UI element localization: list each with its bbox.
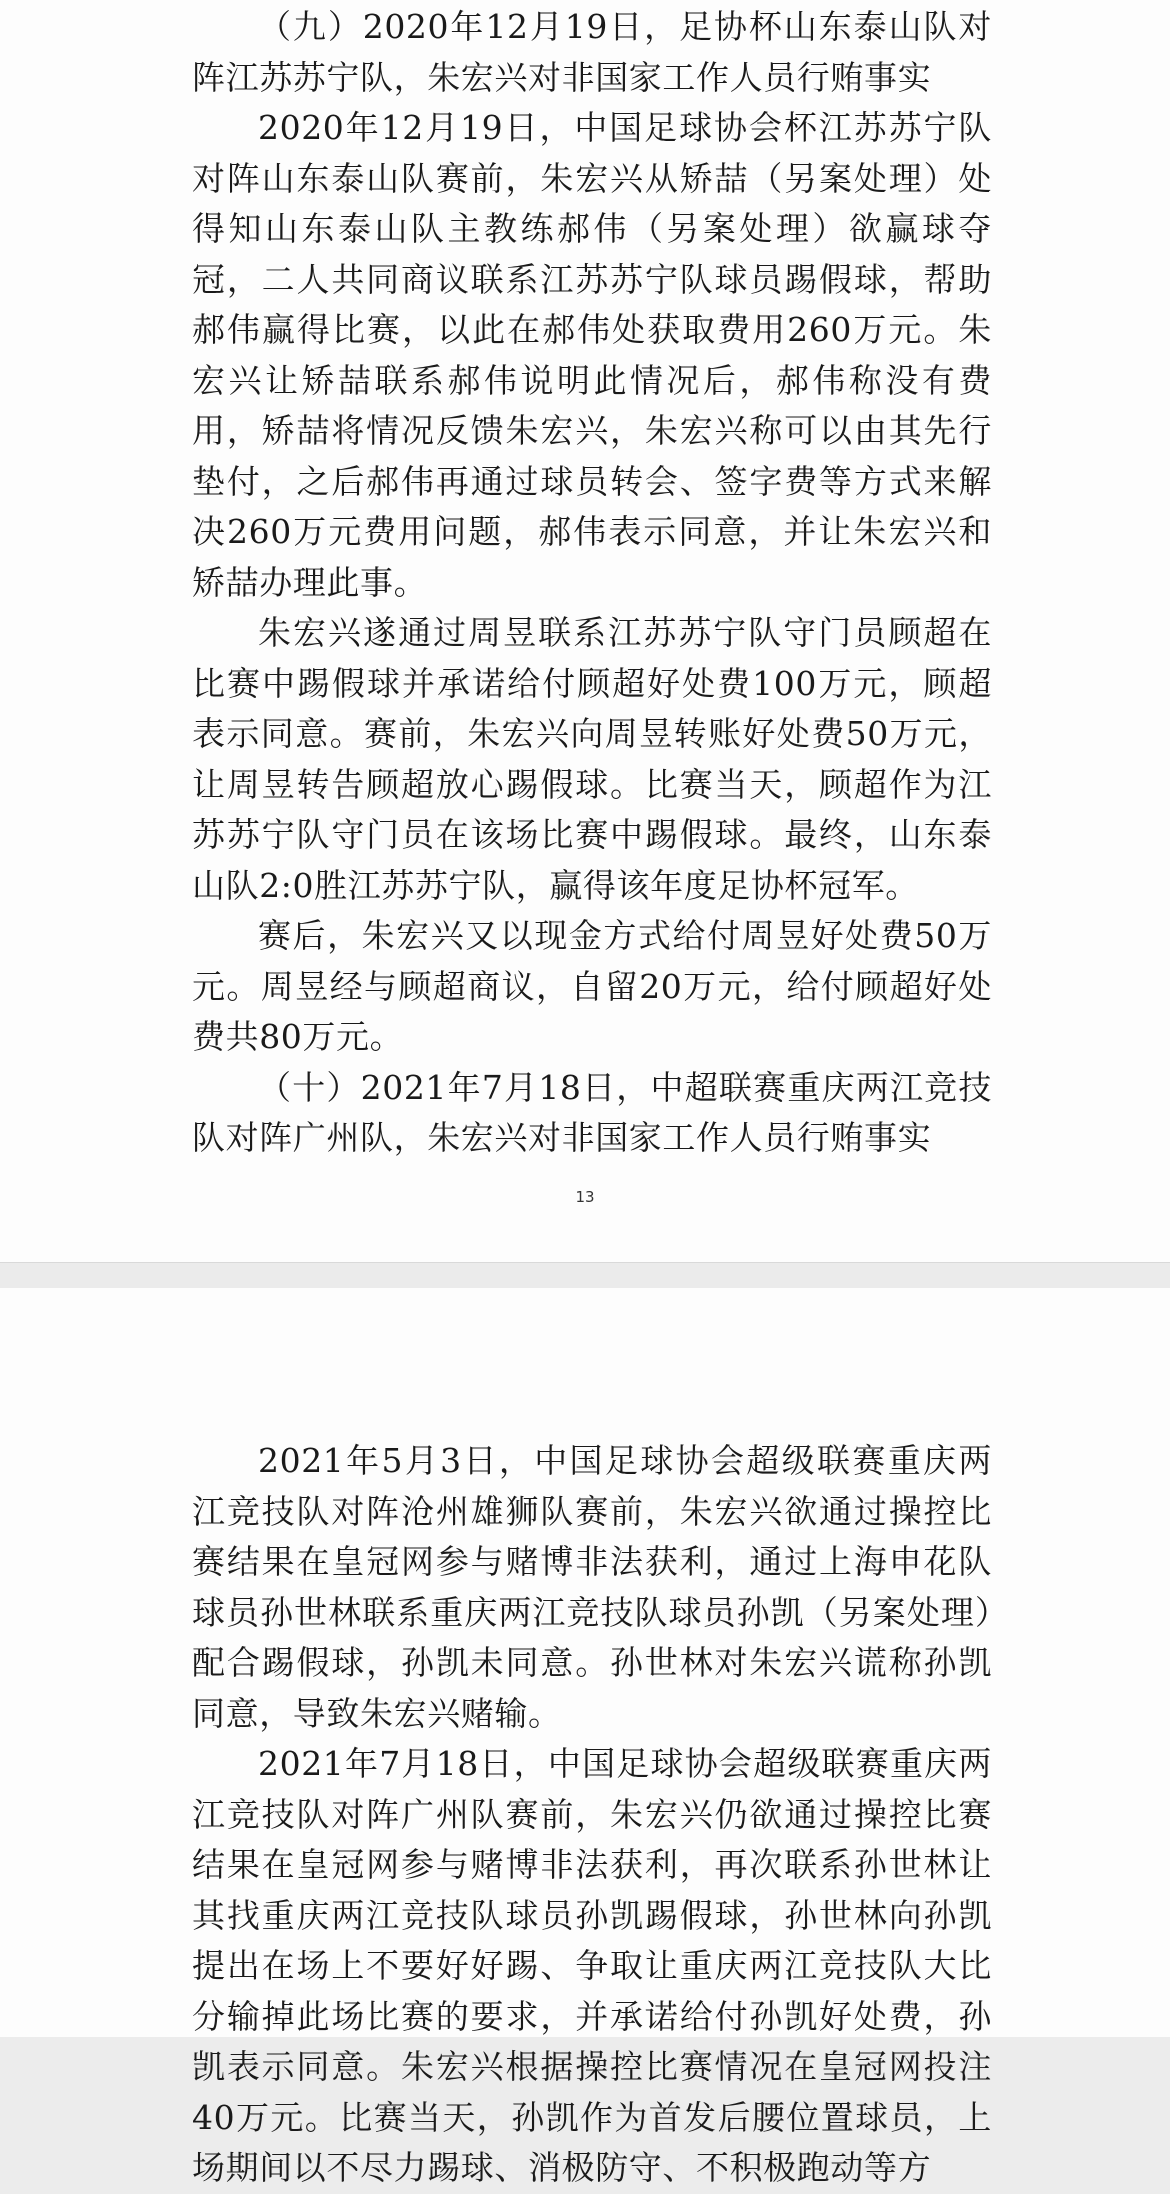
page-14-body (192, 1436, 992, 2194)
section-heading-nine: （九）2020年12月19日，足协杯山东泰山队对阵江苏苏宁队，朱宏兴对非国家工作人员行贿事实 (192, 7, 992, 97)
paragraph: 2020年12月19日，中国足球协会杯江苏苏宁队对阵山东泰山队赛前，朱宏兴从矫喆（另案处理）处得知山东泰山队主教练郝伟（另案处理）欲赢球夺冠，二人共同商议联系江苏苏宁队球员踢假球，帮助郝伟赢得比赛，以此在郝伟处获取费用260万元。朱宏兴让矫喆联系郝伟说明此情况后，郝伟称没有费用，矫喆将情况反馈朱宏兴，朱宏兴称可以由其先行垫付，之后郝伟再通过球员转会、签字费等方式来解决260万元费用问题，郝伟表示同意，并让朱宏兴和矫喆办理此事。 (192, 108, 992, 602)
page-13-body (192, 2, 992, 1164)
paragraph: 朱宏兴遂通过周昱联系江苏苏宁队守门员顾超在比赛中踢假球并承诺给付顾超好处费100万元，顾超表示同意。赛前，朱宏兴向周昱转账好处费50万元，让周昱转告顾超放心踢假球。比赛当天，顾超作为江苏苏宁队守门员在该场比赛中踢假球。最终，山东泰山队2:0胜江苏苏宁队，赢得该年度足协杯冠军。 (192, 613, 992, 905)
document-page-14 (0, 1288, 1170, 2187)
paragraph: 2021年5月3日，中国足球协会超级联赛重庆两江竞技队对阵沧州雄狮队赛前，朱宏兴欲通过操控比赛结果在皇冠网参与赌博非法获利，通过上海申花队球员孙世林联系重庆两江竞技队球员孙凯（另案处理）配合踢假球，孙凯未同意。孙世林对朱宏兴谎称孙凯同意，导致朱宏兴赌输。 (192, 1441, 992, 1733)
paragraph: 2021年7月18日，中国足球协会超级联赛重庆两江竞技队对阵广州队赛前，朱宏兴仍欲通过操控比赛结果在皇冠网参与赌博非法获利，再次联系孙世林让其找重庆两江竞技队球员孙凯踢假球，孙世林向孙凯提出在场上不要好好踢、争取让重庆两江竞技队大比分输掉此场比赛的要求，并承诺给付孙凯好处费，孙凯表示同意。朱宏兴根据操控比赛情况在皇冠网投注40万元。比赛当天，孙凯作为首发后腰位置球员，上场期间以不尽力踢球、消极防守、不积极跑动等方 (192, 1744, 992, 2187)
section-heading-ten: （十）2021年7月18日，中超联赛重庆两江竞技队对阵广州队，朱宏兴对非国家工作人员行贿事实 (192, 1067, 992, 1157)
paragraph: 赛后，朱宏兴又以现金方式给付周昱好处费50万元。周昱经与顾超商议，自留20万元，给付顾超好处费共80万元。 (192, 916, 992, 1056)
page-number: 13 (575, 1188, 595, 1206)
page-separator (0, 1262, 1170, 1290)
